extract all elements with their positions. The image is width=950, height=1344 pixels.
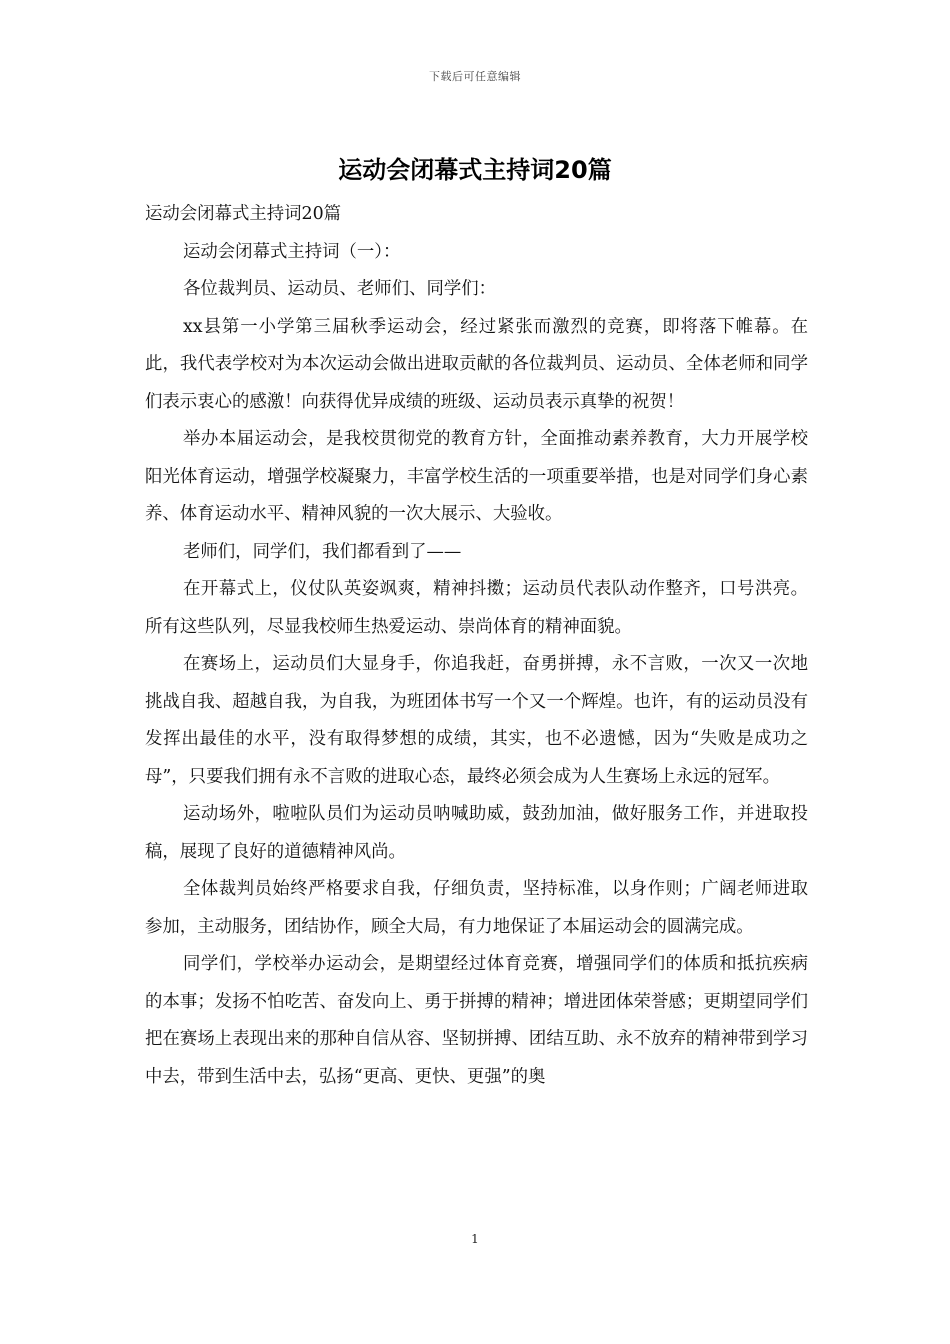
paragraph: xx县第一小学第三届秋季运动会，经过紧张而激烈的竞赛，即将落下帷幕。在此，我代表学校对为本次运动会做出进取贡献的各位裁判员、运动员、全体老师和同学们表示衷心的感激！向获得优异成绩的班级、运动员表示真挚的祝贺！ (145, 316, 808, 412)
paragraph: 同学们，学校举办运动会，是期望经过体育竞赛，增强同学们的体质和抵抗疾病的本事；发扬不怕吃苦、奋发向上、勇于拼搏的精神；增进团体荣誉感；更期望同学们把在赛场上表现出来的那种自信从容、坚韧拼搏、团结互助、永不放弃的精神带到学习中去，带到生活中去，弘扬“更高、更快、更强”的奥 (145, 954, 808, 1087)
paragraph: 运动场外，啦啦队员们为运动员呐喊助威，鼓劲加油，做好服务工作，并进取投稿，展现了良好的道德精神风尚。 (145, 804, 808, 862)
paragraph-subtitle: 运动会闭幕式主持词20篇 (145, 204, 342, 224)
paragraph-section-heading: 运动会闭幕式主持词（一）： (183, 241, 401, 262)
document-title: 运动会闭幕式主持词20篇 (338, 156, 612, 184)
paragraph: 老师们，同学们，我们都看到了—— (183, 541, 462, 562)
paragraph: 在赛场上，运动员们大显身手，你追我赶，奋勇拼搏，永不言败，一次又一次地挑战自我、超越自我，为自我，为班团体书写一个又一个辉煌。也许，有的运动员没有发挥出最佳的水平，没有取得梦想的成绩，其实，也不必遗憾，因为“失败是成功之母”，只要我们拥有永不言败的进取心态，最终必须会成为人生赛场上永远的冠军。 (145, 654, 808, 787)
paragraph-salutation: 各位裁判员、运动员、老师们、同学们： (183, 279, 497, 299)
paragraph: 在开幕式上，仪仗队英姿飒爽，精神抖擞；运动员代表队动作整齐，口号洪亮。所有这些队列，尽显我校师生热爱运动、崇尚体育的精神面貌。 (145, 579, 808, 637)
paragraph: 举办本届运动会，是我校贯彻党的教育方针，全面推动素养教育，大力开展学校阳光体育运动，增强学校凝聚力，丰富学校生活的一项重要举措，也是对同学们身心素养、体育运动水平、精神风貌的一次大展示、大验收。 (145, 429, 808, 524)
header-note: 下载后可任意编辑 (429, 70, 521, 83)
paragraph: 全体裁判员始终严格要求自我，仔细负责，坚持标准，以身作则；广阔老师进取参加，主动服务，团结协作，顾全大局，有力地保证了本届运动会的圆满完成。 (145, 879, 808, 937)
document-body (145, 196, 808, 1096)
page-number: 1 (471, 1232, 479, 1246)
